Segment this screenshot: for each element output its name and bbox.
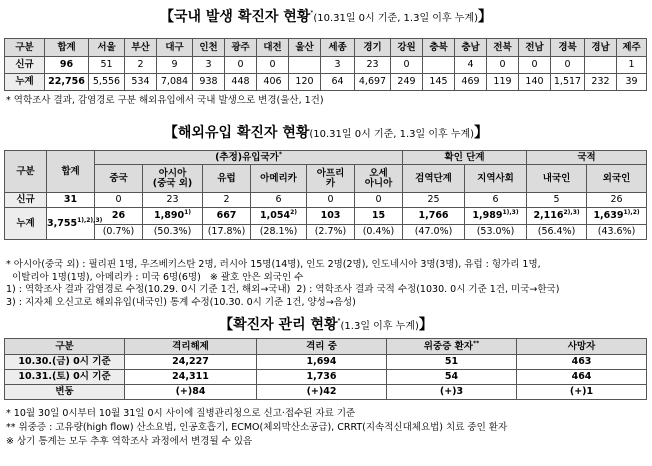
domestic-total-cell: 938 bbox=[193, 74, 225, 91]
domestic-header-cell: 부산 bbox=[125, 39, 157, 57]
imported-percent-cell: (43.6%) bbox=[587, 225, 647, 240]
domestic-total-cell: 120 bbox=[289, 74, 321, 91]
imported-new-cell: 5 bbox=[527, 193, 587, 208]
management-cell: 51 bbox=[387, 355, 517, 370]
domestic-header-cell: 강원 bbox=[391, 39, 423, 57]
domestic-new-cell: 0 bbox=[225, 57, 257, 74]
imported-title bbox=[0, 122, 652, 142]
imported-total-value: 26 bbox=[111, 210, 126, 222]
imported-total-cell bbox=[527, 208, 587, 225]
domestic-new-cell: 0 bbox=[487, 57, 519, 74]
management-header-label: 위중증 환자 bbox=[423, 341, 473, 353]
imported-total-value: 103 bbox=[320, 210, 341, 222]
domestic-header-cell: 구분 bbox=[5, 39, 45, 57]
domestic-title-main: 【국내 발생 확진자 현황 bbox=[159, 9, 311, 25]
imported-note: 이탈리아 1명(1명), 아메리카 : 미국 6명(6명) ※ 괄호 안은 외국인 수 bbox=[6, 271, 304, 283]
management-cell: (+)84 bbox=[125, 385, 257, 400]
domestic-total-cell: 5,556 bbox=[89, 74, 125, 91]
imported-note: 1) : 역학조사 결과 감염경로 수정(10.29. 0시 기준 1건, 해외→국내) 2) : 역학조사 결과 국적 수정(1030. 0시 기준 1건, 미국→한국) bbox=[6, 284, 560, 295]
domestic-header-cell: 울산 bbox=[289, 39, 321, 57]
imported-note: * 아시아(중국 외) : 필리핀 1명, 우즈베키스탄 2명, 러시아 15명(14명), 인도 2명(2명), 인도네시아 3명(3명), 유럽 : 헝가리 1명, bbox=[6, 259, 541, 270]
domestic-new-cell: 2 bbox=[125, 57, 157, 74]
management-header-cell bbox=[125, 339, 257, 355]
domestic-header-cell: 전남 bbox=[519, 39, 551, 57]
domestic-total-cell: 22,756 bbox=[45, 74, 89, 91]
imported-new-row bbox=[5, 193, 647, 208]
domestic-header-cell: 대전 bbox=[257, 39, 289, 57]
imported-total-cell bbox=[465, 208, 527, 225]
imported-total-value: 1,054 bbox=[260, 210, 291, 222]
domestic-new-cell: 0 bbox=[257, 57, 289, 74]
management-cell: 464 bbox=[517, 370, 647, 385]
domestic-new-cell: 0 bbox=[551, 57, 585, 74]
management-header-sup: ** bbox=[472, 339, 480, 347]
domestic-total-cell: 140 bbox=[519, 74, 551, 91]
imported-total-sup: 2),3) bbox=[563, 209, 580, 217]
imported-total-label: 누계 bbox=[5, 208, 47, 240]
domestic-new-cell bbox=[289, 57, 321, 74]
domestic-total-cell: 534 bbox=[125, 74, 157, 91]
imported-title-main: 【해외유입 확진자 현황 bbox=[163, 125, 310, 141]
imported-total-sup: 1) bbox=[184, 209, 191, 217]
imported-header-region-label: (추정)유입국가 bbox=[215, 152, 279, 164]
imported-subheader-cell: 검역단계 bbox=[403, 165, 465, 193]
management-table bbox=[4, 338, 647, 400]
domestic-total-cell: 119 bbox=[487, 74, 519, 91]
domestic-title-sup: * bbox=[310, 9, 314, 17]
imported-header-region bbox=[95, 151, 403, 165]
management-title-sup: * bbox=[337, 317, 341, 325]
imported-total-value: 1,890 bbox=[154, 210, 185, 222]
domestic-header-row bbox=[5, 39, 647, 57]
domestic-header-cell: 제주 bbox=[617, 39, 647, 57]
imported-new-cell: 25 bbox=[403, 193, 465, 208]
imported-title-end: 】 bbox=[474, 125, 489, 141]
management-row bbox=[5, 370, 647, 385]
imported-total-sup: 1),3) bbox=[502, 209, 519, 217]
domestic-total-cell: 145 bbox=[423, 74, 455, 91]
imported-subheader-cell: 내국인 bbox=[527, 165, 587, 193]
management-header-label: 격리 중 bbox=[306, 340, 337, 352]
domestic-header-cell: 충북 bbox=[423, 39, 455, 57]
imported-percent-cell: (0.7%) bbox=[95, 225, 143, 240]
management-header-label: 격리해제 bbox=[172, 340, 209, 352]
domestic-total-cell: 64 bbox=[321, 74, 355, 91]
imported-percent-cell: (0.4%) bbox=[355, 225, 403, 240]
imported-total-sum bbox=[47, 208, 103, 240]
domestic-header-cell: 합계 bbox=[45, 39, 89, 57]
domestic-new-cell: 0 bbox=[519, 57, 551, 74]
management-title-end: 】 bbox=[418, 317, 433, 333]
management-title-subtitle: (1.3일 이후 누계) bbox=[340, 321, 419, 332]
imported-subheader-cell: 외국인 bbox=[587, 165, 647, 193]
management-cell: 24,227 bbox=[125, 355, 257, 370]
domestic-header-cell: 경북 bbox=[551, 39, 585, 57]
domestic-new-cell bbox=[423, 57, 455, 74]
domestic-total-row bbox=[5, 74, 647, 91]
imported-total-value: 1,639 bbox=[593, 210, 624, 222]
domestic-total-cell: 1,517 bbox=[551, 74, 585, 91]
imported-subheader-cell: 아시아 (중국 외) bbox=[143, 165, 203, 193]
domestic-header-cell: 전북 bbox=[487, 39, 519, 57]
domestic-header-cell: 세종 bbox=[321, 39, 355, 57]
imported-total-sum-sup: 1),2),3) bbox=[77, 216, 103, 224]
domestic-total-cell: 4,697 bbox=[355, 74, 391, 91]
imported-new-cell: 2 bbox=[203, 193, 251, 208]
imported-subheader-cell: 중국 bbox=[95, 165, 143, 193]
management-title bbox=[0, 314, 652, 334]
management-header-label: 사망자 bbox=[567, 340, 596, 352]
management-row bbox=[5, 385, 647, 400]
imported-total-value: 1,766 bbox=[418, 210, 449, 222]
imported-percent-cell: (47.0%) bbox=[403, 225, 465, 240]
imported-subheader-cell: 아프리 카 bbox=[307, 165, 355, 193]
imported-subheader-cell: 아메리카 bbox=[251, 165, 307, 193]
domestic-total-cell: 39 bbox=[617, 74, 647, 91]
imported-total-cell bbox=[355, 208, 403, 225]
management-cell: (+)3 bbox=[387, 385, 517, 400]
domestic-new-cell: 4 bbox=[455, 57, 487, 74]
imported-subheader-cell: 오세 아니아 bbox=[355, 165, 403, 193]
domestic-new-row bbox=[5, 57, 647, 74]
imported-total-value: 2,116 bbox=[533, 210, 564, 222]
management-cell: (+)1 bbox=[517, 385, 647, 400]
domestic-header-cell: 광주 bbox=[225, 39, 257, 57]
domestic-header-cell: 대구 bbox=[157, 39, 193, 57]
imported-total-value: 1,989 bbox=[472, 210, 503, 222]
management-header-cell bbox=[387, 339, 517, 355]
imported-subheader-cell: 지역사회 bbox=[465, 165, 527, 193]
management-header-cell bbox=[5, 339, 125, 355]
imported-new-cell: 6 bbox=[251, 193, 307, 208]
domestic-title-subtitle: (10.31일 0시 기준, 1.3일 이후 누계) bbox=[313, 13, 479, 24]
domestic-new-cell: 23 bbox=[355, 57, 391, 74]
imported-subheader-cell: 유럽 bbox=[203, 165, 251, 193]
domestic-new-cell: 3 bbox=[193, 57, 225, 74]
management-header-label: 구분 bbox=[55, 340, 74, 352]
imported-percent-row bbox=[5, 225, 647, 240]
imported-header-confirm: 확인 단계 bbox=[403, 151, 527, 165]
imported-percent-cell: (17.8%) bbox=[203, 225, 251, 240]
imported-total-cell bbox=[251, 208, 307, 225]
imported-total-sup: 1),2) bbox=[623, 209, 640, 217]
imported-total-cell bbox=[203, 208, 251, 225]
imported-total-sup: 2) bbox=[290, 209, 297, 217]
management-header-cell bbox=[517, 339, 647, 355]
domestic-new-cell: 1 bbox=[617, 57, 647, 74]
imported-total-cell bbox=[587, 208, 647, 225]
imported-new-cell: 0 bbox=[355, 193, 403, 208]
domestic-total-cell: 448 bbox=[225, 74, 257, 91]
domestic-total-cell: 469 bbox=[455, 74, 487, 91]
domestic-header-cell: 충남 bbox=[455, 39, 487, 57]
imported-new-label: 신규 bbox=[5, 193, 47, 208]
management-note: * 10월 30일 0시부터 10월 31일 0시 사이에 질병관리청으로 신고·접수된 자료 기준 bbox=[6, 408, 356, 419]
imported-new-cell: 6 bbox=[465, 193, 527, 208]
imported-total-cell bbox=[143, 208, 203, 225]
management-cell: 54 bbox=[387, 370, 517, 385]
imported-total-sum-value: 3,755 bbox=[47, 218, 78, 230]
imported-subheader-row bbox=[5, 165, 647, 193]
imported-header-region-sup: * bbox=[278, 150, 282, 158]
domestic-header-cell: 인천 bbox=[193, 39, 225, 57]
domestic-new-label: 신규 bbox=[5, 57, 45, 74]
management-row-label: 변동 bbox=[5, 385, 125, 400]
imported-cases-table bbox=[4, 150, 647, 240]
management-cell: (+)42 bbox=[257, 385, 387, 400]
domestic-header-cell: 경남 bbox=[585, 39, 617, 57]
domestic-total-cell: 406 bbox=[257, 74, 289, 91]
domestic-title-end: 】 bbox=[478, 9, 493, 25]
domestic-new-cell: 51 bbox=[89, 57, 125, 74]
imported-new-cell: 23 bbox=[143, 193, 203, 208]
domestic-total-cell: 7,084 bbox=[157, 74, 193, 91]
imported-percent-cell: (28.1%) bbox=[251, 225, 307, 240]
imported-note: 3) : 지자체 오신고로 해외유입(내국인) 통계 수정(10.30. 0시 기준 1건, 양성→음성) bbox=[6, 296, 356, 308]
management-row-label: 10.30.(금) 0시 기준 bbox=[5, 355, 125, 370]
imported-title-subtitle: (10.31일 0시 기준, 1.3일 이후 누계) bbox=[309, 129, 475, 140]
management-cell: 24,311 bbox=[125, 370, 257, 385]
domestic-new-cell: 9 bbox=[157, 57, 193, 74]
imported-new-cell: 0 bbox=[95, 193, 143, 208]
management-header-cell bbox=[257, 339, 387, 355]
imported-header-nation: 국적 bbox=[527, 151, 647, 165]
domestic-header-cell: 경기 bbox=[355, 39, 391, 57]
domestic-total-cell: 249 bbox=[391, 74, 423, 91]
domestic-new-cell: 96 bbox=[45, 57, 89, 74]
imported-total-value: 667 bbox=[216, 210, 237, 222]
management-row bbox=[5, 355, 647, 370]
imported-percent-cell: (53.0%) bbox=[465, 225, 527, 240]
management-note: ※ 상기 통계는 모두 추후 역학조사 과정에서 변경될 수 있음 bbox=[6, 436, 253, 447]
imported-header-gubun: 구분 bbox=[5, 151, 47, 193]
management-row-label: 10.31.(토) 0시 기준 bbox=[5, 370, 125, 385]
management-header-row bbox=[5, 339, 647, 355]
domestic-new-cell bbox=[585, 57, 617, 74]
imported-header-total: 합계 bbox=[47, 151, 95, 193]
domestic-total-label: 누계 bbox=[5, 74, 45, 91]
imported-percent-cell: (2.7%) bbox=[307, 225, 355, 240]
imported-new-cell: 0 bbox=[307, 193, 355, 208]
imported-new-cell: 26 bbox=[587, 193, 647, 208]
domestic-new-cell: 3 bbox=[321, 57, 355, 74]
imported-total-value: 15 bbox=[371, 210, 386, 222]
imported-total-row bbox=[5, 208, 647, 225]
imported-total-cell bbox=[403, 208, 465, 225]
domestic-note: * 역학조사 결과, 감염경로 구분 해외유입에서 국내 발생으로 변경(울산, 1건) bbox=[6, 95, 324, 106]
domestic-cases-table bbox=[4, 38, 647, 91]
imported-total-cell bbox=[307, 208, 355, 225]
management-cell: 1,694 bbox=[257, 355, 387, 370]
domestic-new-cell: 0 bbox=[391, 57, 423, 74]
management-note: ** 위중증 : 고유량(high flow) 산소요법, 인공호흡기, ECMO(체외막산소공급), CRRT(지속적신대체요법) 치료 중인 환자 bbox=[6, 422, 508, 433]
domestic-total-cell: 232 bbox=[585, 74, 617, 91]
domestic-title bbox=[0, 6, 652, 26]
imported-new-cell: 31 bbox=[47, 193, 95, 208]
management-title-main: 【확진자 관리 현황 bbox=[219, 317, 338, 333]
management-cell: 463 bbox=[517, 355, 647, 370]
domestic-header-cell: 서울 bbox=[89, 39, 125, 57]
management-cell: 1,736 bbox=[257, 370, 387, 385]
imported-percent-cell: (50.3%) bbox=[143, 225, 203, 240]
imported-percent-cell: (56.4%) bbox=[527, 225, 587, 240]
